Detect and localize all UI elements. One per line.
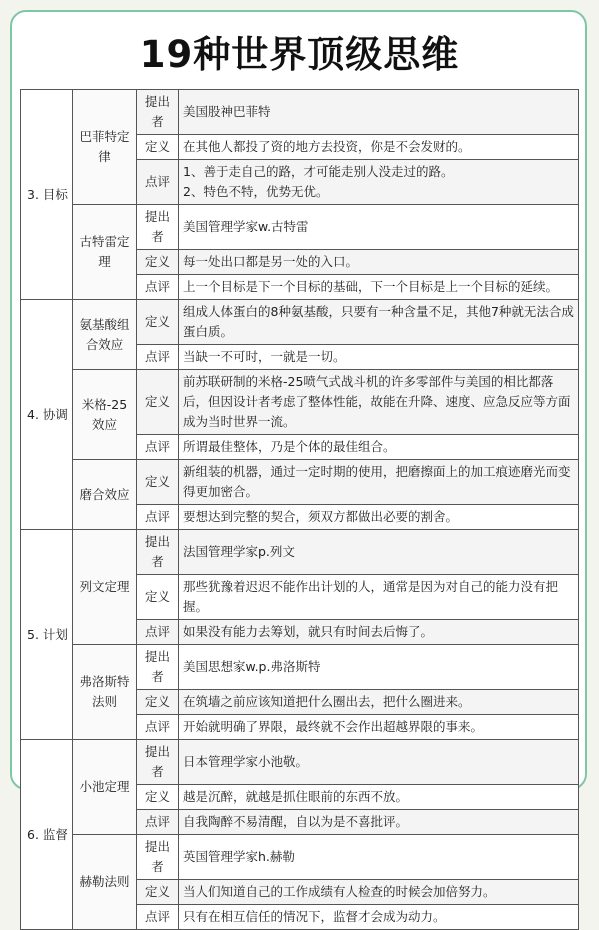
proposer-value: 美国思想家w.p.弗洛斯特 <box>179 645 579 690</box>
definition-value: 在其他人都投了资的地方去投资，你是不会发财的。 <box>179 135 579 160</box>
comment-value: 所谓最佳整体，乃是个体的最佳组合。 <box>179 435 579 460</box>
thinking-models-table <box>20 89 579 930</box>
definition-value: 新组装的机器，通过一定时期的使用，把磨擦面上的加工痕迹磨光而变得更加密合。 <box>179 460 579 505</box>
definition-value: 当人们知道自己的工作成绩有人检查的时候会加倍努力。 <box>179 880 579 905</box>
category-planning: 5. 计划 <box>21 530 73 740</box>
table-row <box>21 530 579 575</box>
proposer-value: 日本管理学家小池敬。 <box>179 740 579 785</box>
comment-value: 要想达到完整的契合，须双方都做出必要的割舍。 <box>179 505 579 530</box>
field-label-comment: 点评 <box>137 810 179 835</box>
field-label-definition: 定义 <box>137 690 179 715</box>
table-row <box>21 300 579 345</box>
comment-value: 当缺一不可时，一就是一切。 <box>179 345 579 370</box>
proposer-value: 法国管理学家p.列文 <box>179 530 579 575</box>
definition-value: 那些犹豫着迟迟不能作出计划的人，通常是因为对自己的能力没有把握。 <box>179 575 579 620</box>
proposer-value: 美国管理学家w.古特雷 <box>179 205 579 250</box>
category-supervision: 6. 监督 <box>21 740 73 930</box>
category-goal: 3. 目标 <box>21 90 73 300</box>
field-label-definition: 定义 <box>137 460 179 505</box>
law-amino-acid: 氨基酸组合效应 <box>73 300 137 370</box>
field-label-comment: 点评 <box>137 620 179 645</box>
page-title: 19种世界顶级思维 <box>139 33 460 76</box>
field-label-definition: 定义 <box>137 785 179 810</box>
law-heller: 赫勒法则 <box>73 835 137 930</box>
law-levin: 列文定理 <box>73 530 137 645</box>
field-label-definition: 定义 <box>137 880 179 905</box>
field-label-definition: 定义 <box>137 250 179 275</box>
proposer-value: 美国股神巴菲特 <box>179 90 579 135</box>
table-row <box>21 460 579 505</box>
field-label-definition: 定义 <box>137 135 179 160</box>
field-label-proposer: 提出者 <box>137 530 179 575</box>
field-label-comment: 点评 <box>137 905 179 930</box>
field-label-proposer: 提出者 <box>137 835 179 880</box>
field-label-comment: 点评 <box>137 715 179 740</box>
comment-value: 只有在相互信任的情况下，监督才会成为动力。 <box>179 905 579 930</box>
field-label-proposer: 提出者 <box>137 740 179 785</box>
table-row <box>21 835 579 880</box>
law-mig25: 米格-25效应 <box>73 370 137 460</box>
field-label-comment: 点评 <box>137 160 179 205</box>
field-label-comment: 点评 <box>137 275 179 300</box>
comment-value: 开始就明确了界限，最终就不会作出超越界限的事来。 <box>179 715 579 740</box>
field-label-definition: 定义 <box>137 575 179 620</box>
field-label-comment: 点评 <box>137 435 179 460</box>
law-gutrey: 古特雷定理 <box>73 205 137 300</box>
law-running-in: 磨合效应 <box>73 460 137 530</box>
definition-value: 在筑墙之前应该知道把什么圈出去，把什么圈进来。 <box>179 690 579 715</box>
comment-value: 1、善于走自己的路，才可能走别人没走过的路。 2、特色不特，优势无优。 <box>179 160 579 205</box>
definition-value: 越是沉醉，就越是抓住眼前的东西不放。 <box>179 785 579 810</box>
definition-value: 前苏联研制的米格-25喷气式战斗机的许多零部件与美国的相比都落后，但因设计者考虑了整体性能，故能在升降、速度、应急反应等方面成为当时世界一流。 <box>179 370 579 435</box>
field-label-comment: 点评 <box>137 345 179 370</box>
table-row <box>21 205 579 250</box>
field-label-proposer: 提出者 <box>137 205 179 250</box>
field-label-proposer: 提出者 <box>137 645 179 690</box>
comment-value: 自我陶醉不易清醒，自以为是不喜批评。 <box>179 810 579 835</box>
category-coordination: 4. 协调 <box>21 300 73 530</box>
definition-value: 每一处出口都是另一处的入口。 <box>179 250 579 275</box>
table-row <box>21 370 579 435</box>
field-label-definition: 定义 <box>137 300 179 345</box>
table-row <box>21 645 579 690</box>
law-koike: 小池定理 <box>73 740 137 835</box>
field-label-definition: 定义 <box>137 370 179 435</box>
table-row <box>21 740 579 785</box>
field-label-comment: 点评 <box>137 505 179 530</box>
law-buffett: 巴菲特定律 <box>73 90 137 205</box>
definition-value: 组成人体蛋白的8种氨基酸，只要有一种含量不足，其他7种就无法合成蛋白质。 <box>179 300 579 345</box>
comment-value: 如果没有能力去筹划，就只有时间去后悔了。 <box>179 620 579 645</box>
law-frost: 弗洛斯特法则 <box>73 645 137 740</box>
proposer-value: 英国管理学家h.赫勒 <box>179 835 579 880</box>
comment-value: 上一个目标是下一个目标的基础，下一个目标是上一个目标的延续。 <box>179 275 579 300</box>
field-label-proposer: 提出者 <box>137 90 179 135</box>
table-row <box>21 90 579 135</box>
